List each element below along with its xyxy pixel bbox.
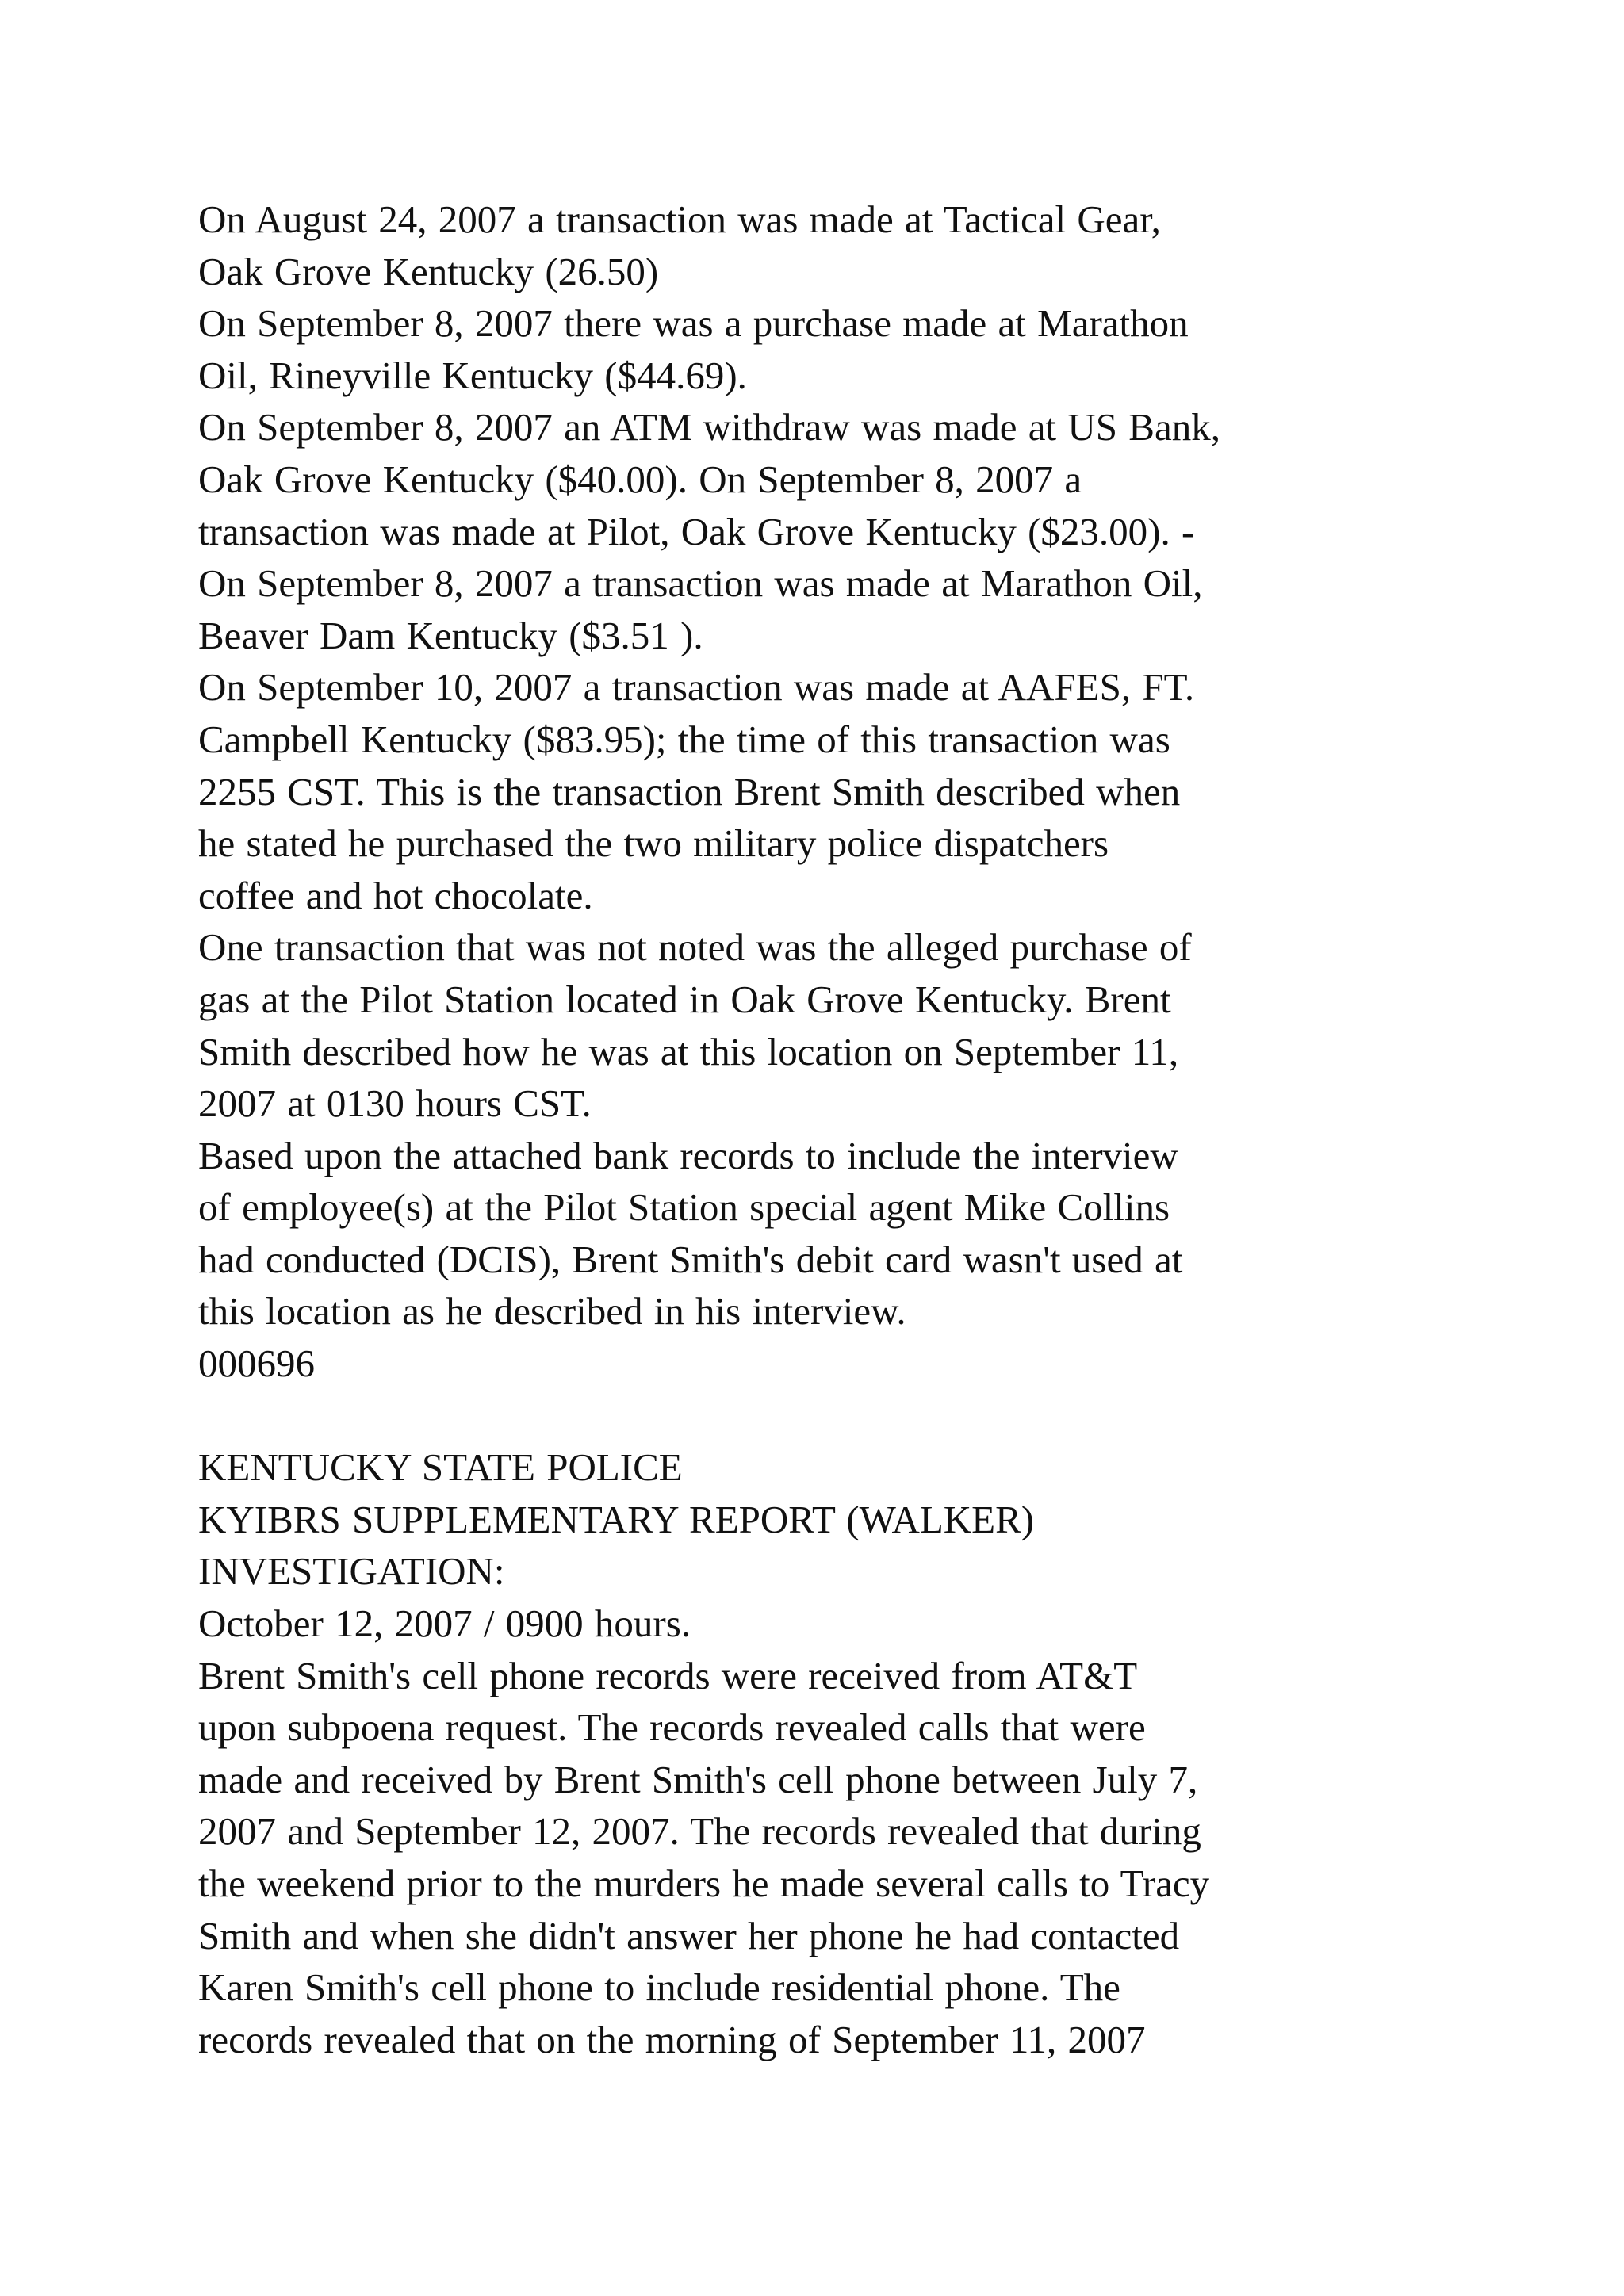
- text-line: October 12, 2007 / 0900 hours.: [198, 1601, 691, 1646]
- text-line: of employee(s) at the Pilot Station special agent Mike Collins: [198, 1185, 1170, 1230]
- text-line: Oak Grove Kentucky ($40.00). On September 8, 2007 a: [198, 457, 1082, 501]
- text-line: records revealed that on the morning of September 11, 2007: [198, 2017, 1146, 2061]
- text-line: gas at the Pilot Station located in Oak Grove Kentucky. Brent: [198, 977, 1171, 1021]
- text-line: made and received by Brent Smith's cell phone between July 7,: [198, 1757, 1198, 1801]
- text-line: Smith and when she didn't answer her phone he had contacted: [198, 1913, 1180, 1957]
- text-line: One transaction that was not noted was the alleged purchase of: [198, 925, 1192, 970]
- text-line: the weekend prior to the murders he made several calls to Tracy: [198, 1862, 1210, 1905]
- text-line: 2007 and September 12, 2007. The records revealed that during: [198, 1809, 1201, 1854]
- text-line: 2007 at 0130 hours CST.: [198, 1081, 592, 1126]
- text-line: had conducted (DCIS), Brent Smith's debit card wasn't used at: [198, 1237, 1183, 1281]
- document-body: [198, 193, 1451, 2065]
- text-line: Based upon the attached bank records to include the interview: [198, 1133, 1178, 1177]
- section-heading: KYIBRS SUPPLEMENTARY REPORT (WALKER): [198, 1497, 1035, 1541]
- text-line: On August 24, 2007 a transaction was made at Tactical Gear,: [198, 197, 1161, 241]
- text-line: On September 8, 2007 an ATM withdraw was made at US Bank,: [198, 405, 1220, 450]
- text-line: On September 10, 2007 a transaction was made at AAFES, FT.: [198, 665, 1195, 710]
- blank-line: [198, 1390, 1451, 1442]
- text-line: On September 8, 2007 there was a purchase made at Marathon: [198, 301, 1189, 346]
- section-heading: INVESTIGATION:: [198, 1549, 505, 1594]
- section-heading: KENTUCKY STATE POLICE: [198, 1445, 683, 1490]
- text-line: he stated he purchased the two military police dispatchers: [198, 821, 1109, 866]
- text-line: Oil, Rineyville Kentucky ($44.69).: [198, 353, 747, 397]
- text-line: upon subpoena request. The records revealed calls that were: [198, 1705, 1146, 1750]
- text-line: Beaver Dam Kentucky ($3.51 ).: [198, 613, 703, 657]
- text-line: coffee and hot chocolate.: [198, 873, 593, 917]
- text-line: On September 8, 2007 a transaction was made at Marathon Oil,: [198, 561, 1203, 606]
- text-line: Brent Smith's cell phone records were received from AT&T: [198, 1653, 1138, 1697]
- page-number: 000696: [198, 1341, 315, 1386]
- text-line: 2255 CST. This is the transaction Brent Smith described when: [198, 769, 1181, 813]
- text-line: Karen Smith's cell phone to include residential phone. The: [198, 1965, 1120, 2010]
- text-line: Oak Grove Kentucky (26.50): [198, 249, 659, 293]
- text-line: Smith described how he was at this location on September 11,: [198, 1029, 1179, 1073]
- text-line: transaction was made at Pilot, Oak Grove Kentucky ($23.00). -: [198, 509, 1195, 553]
- text-line: this location as he described in his interview.: [198, 1289, 906, 1334]
- text-line: Campbell Kentucky ($83.95); the time of this transaction was: [198, 717, 1170, 761]
